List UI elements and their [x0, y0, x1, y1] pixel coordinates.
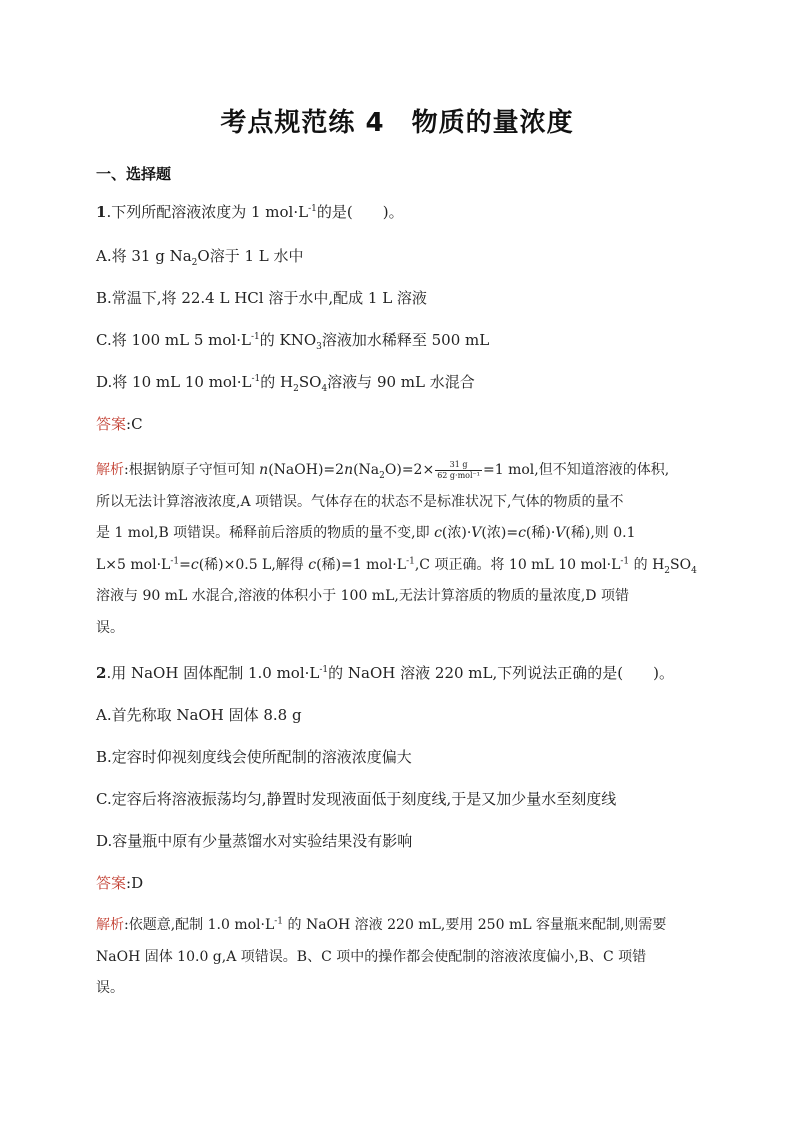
explanation-row: 误。	[96, 619, 124, 636]
answer-1	[96, 414, 143, 434]
explanation-label: 解析	[96, 462, 124, 478]
explanation-row: L×5 $mol\cdot L^{-1}=c$(稀)×0.5 L,解得 c(稀)=1 $mol\cdot L^{-1},C$ 项正确。将 10 mL 10 $mol\cdot L^{-1}$ 的 $H_2SO_4$	[96, 555, 697, 576]
answer-value: :C	[126, 415, 143, 433]
explanation-2	[96, 910, 698, 1005]
explanation-row: 误。	[96, 980, 124, 996]
option-a: A.首先称取 NaOH 固体 8.8 g	[96, 706, 302, 724]
section-heading: 一、选择题	[96, 165, 172, 183]
explanation-row: 解析:根据钠原子守恒可知 $n(NaOH)=2n(Na_2O)=2\times$ $\frac{31 g}{\text{62 g·mol⁻¹}}$ =1 mol,但不知道溶液的体积,	[96, 459, 670, 481]
explanation-row: 溶液与 90 mL 水混合,溶液的体积小于 100 mL,无法计算溶质的物质的量浓度,D 项错	[96, 588, 629, 604]
question-2-stem: 2.用 NaOH 固体配制 1.0 $mol\cdot L^{-1}$的 NaOH 溶液 220 mL,下列说法正确的是( )。	[96, 664, 674, 682]
option-c: C.定容后将溶液振荡均匀,静置时发现液面低于刻度线,于是又加少量水至刻度线	[96, 790, 617, 808]
question-1-stem: 1.下列所配溶液浓度为 1 $mol\cdot L^{-1}$的是( )。	[96, 203, 404, 221]
option-b: B.常温下,将 22.4 L HCl 溶于水中,配成 1 L 溶液	[96, 289, 427, 307]
explanation-1	[96, 455, 698, 644]
answer-label: 答案	[96, 415, 127, 433]
fraction: $\frac{31 g}{\text{62 g·mol⁻¹}}$	[437, 459, 480, 480]
answer-value: :D	[126, 874, 144, 892]
explanation-row: 所以无法计算溶液浓度,A 项错误。气体存在的状态不是标准状况下,气体的物质的量不	[96, 493, 624, 510]
option-c: C.将 100 mL 5 $mol\cdot L^{-1}$的 $KNO_3$溶液加水稀释至 500 mL	[96, 331, 490, 352]
question-number: 2	[96, 664, 107, 682]
option-a: A.将 31 g $Na_2O$溶于 1 L 水中	[96, 247, 304, 268]
option-b: B.定容时仰视刻度线会使所配制的溶液浓度偏大	[96, 748, 412, 766]
answer-2	[96, 873, 143, 893]
answer-label: 答案	[96, 874, 127, 892]
explanation-row: 解析:依题意,配制 1.0 $mol\cdot L^{-1}$ 的 NaOH 溶液 220 mL,要用 250 mL 容量瓶来配制,则需要	[96, 916, 667, 933]
option-d: D.将 10 mL 10 $mol\cdot L^{-1}$的 $H_2SO_4$溶液与 90 mL 水混合	[96, 373, 475, 394]
explanation-row: 是 1 mol,B 项错误。稀释前后溶质的物质的量不变,即 c(浓)·V(浓)=c(稀)·V(稀),则 0.1	[96, 525, 636, 541]
question-number: 1	[96, 203, 107, 221]
explanation-row: NaOH 固体 10.0 g,A 项错误。B、C 项中的操作都会使配制的溶液浓度偏小,B、C 项错	[96, 948, 647, 965]
page-title: 考点规范练 4 物质的量浓度	[220, 108, 574, 138]
option-d: D.容量瓶中原有少量蒸馏水对实验结果没有影响	[96, 832, 413, 850]
explanation-label: 解析	[96, 917, 124, 933]
